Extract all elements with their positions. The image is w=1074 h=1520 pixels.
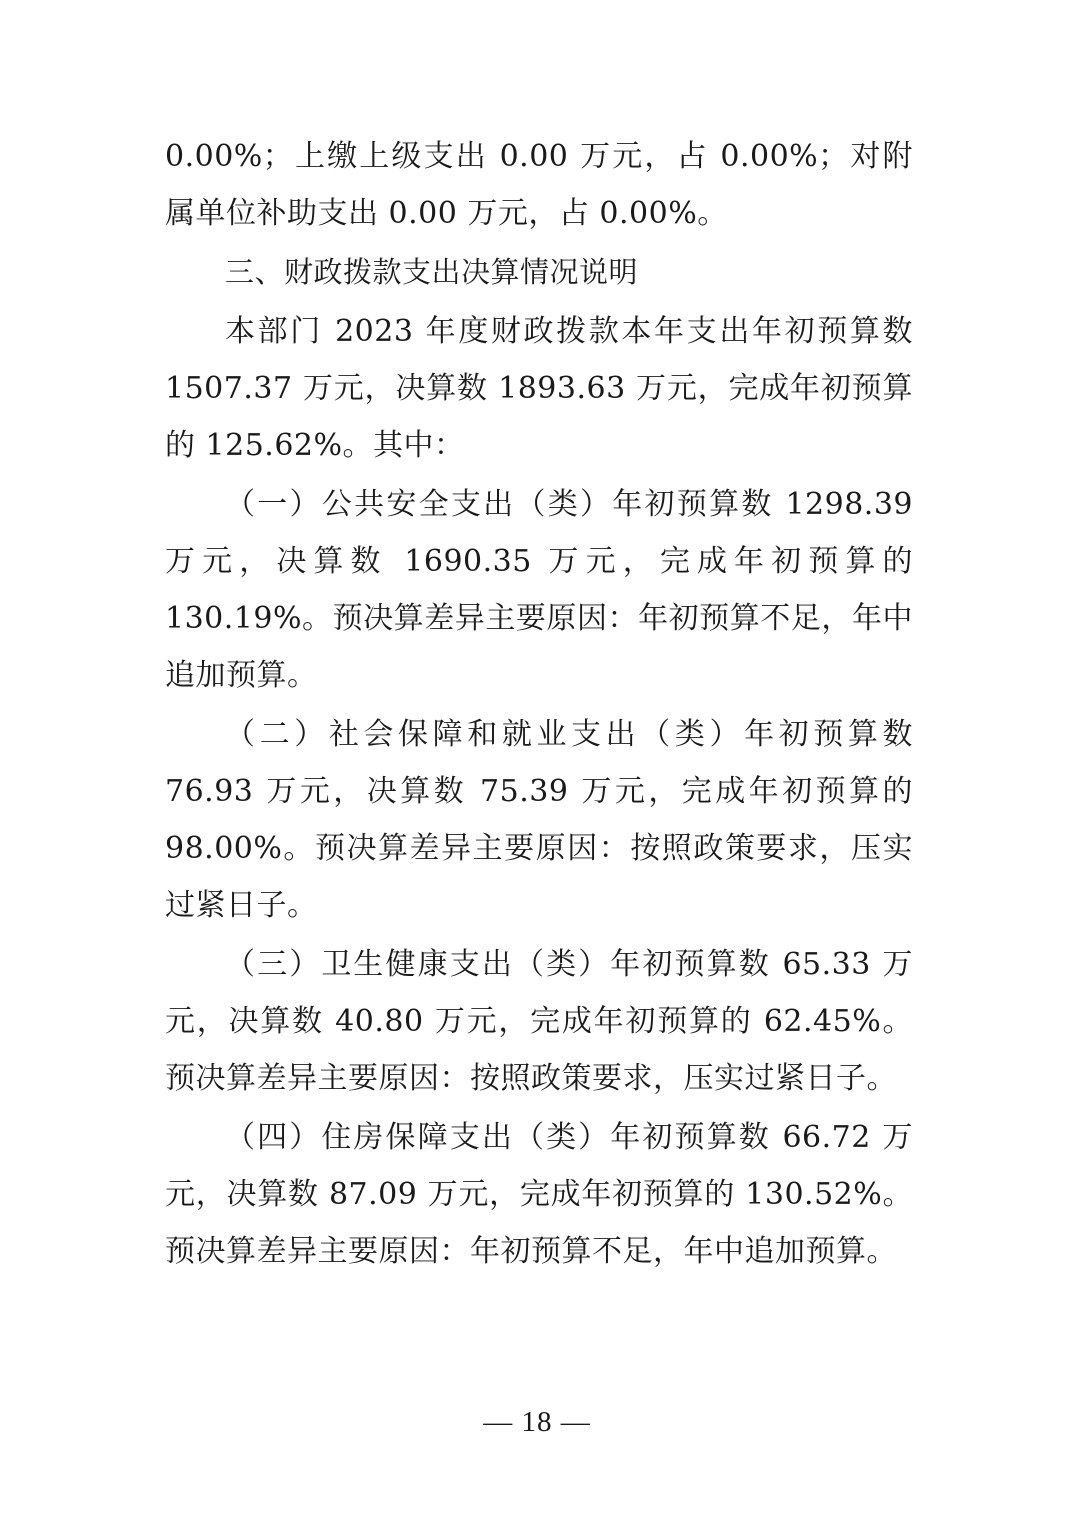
item-housing: （四）住房保障支出（类）年初预算数 66.72 万元，决算数 87.09 万元，完成年初预算的 130.52%。预决算差异主要原因：年初预算不足，年中追加预算。 bbox=[165, 1120, 913, 1269]
intro-paragraph: 本部门 2023 年度财政拨款本年支出年初预算数 1507.37 万元，决算数 1893.63 万元，完成年初预算的 125.62%。其中： bbox=[165, 314, 913, 463]
item-health: （三）卫生健康支出（类）年初预算数 65.33 万元，决算数 40.80 万元，完成年初预算的 62.45%。预决算差异主要原因：按照政策要求，压实过紧日子。 bbox=[165, 947, 913, 1096]
document-body bbox=[165, 128, 913, 1280]
continued-paragraph: 0.00%；上缴上级支出 0.00 万元，占 0.00%；对附属单位补助支出 0.00 万元，占 0.00%。 bbox=[165, 139, 913, 231]
item-public-security: （一）公共安全支出（类）年初预算数 1298.39 万元，决算数 1690.35 万元，完成年初预算的 130.19%。预决算差异主要原因：年初预算不足，年中追加预算。 bbox=[165, 487, 913, 693]
page-number: — 18 — bbox=[483, 1406, 591, 1438]
section-heading: 三、财政拨款支出决算情况说明 bbox=[225, 255, 639, 289]
item-social-security: （二）社会保障和就业支出（类）年初预算数 76.93 万元，决算数 75.39 万元，完成年初预算的 98.00%。预决算差异主要原因：按照政策要求，压实过紧日子。 bbox=[165, 717, 913, 923]
